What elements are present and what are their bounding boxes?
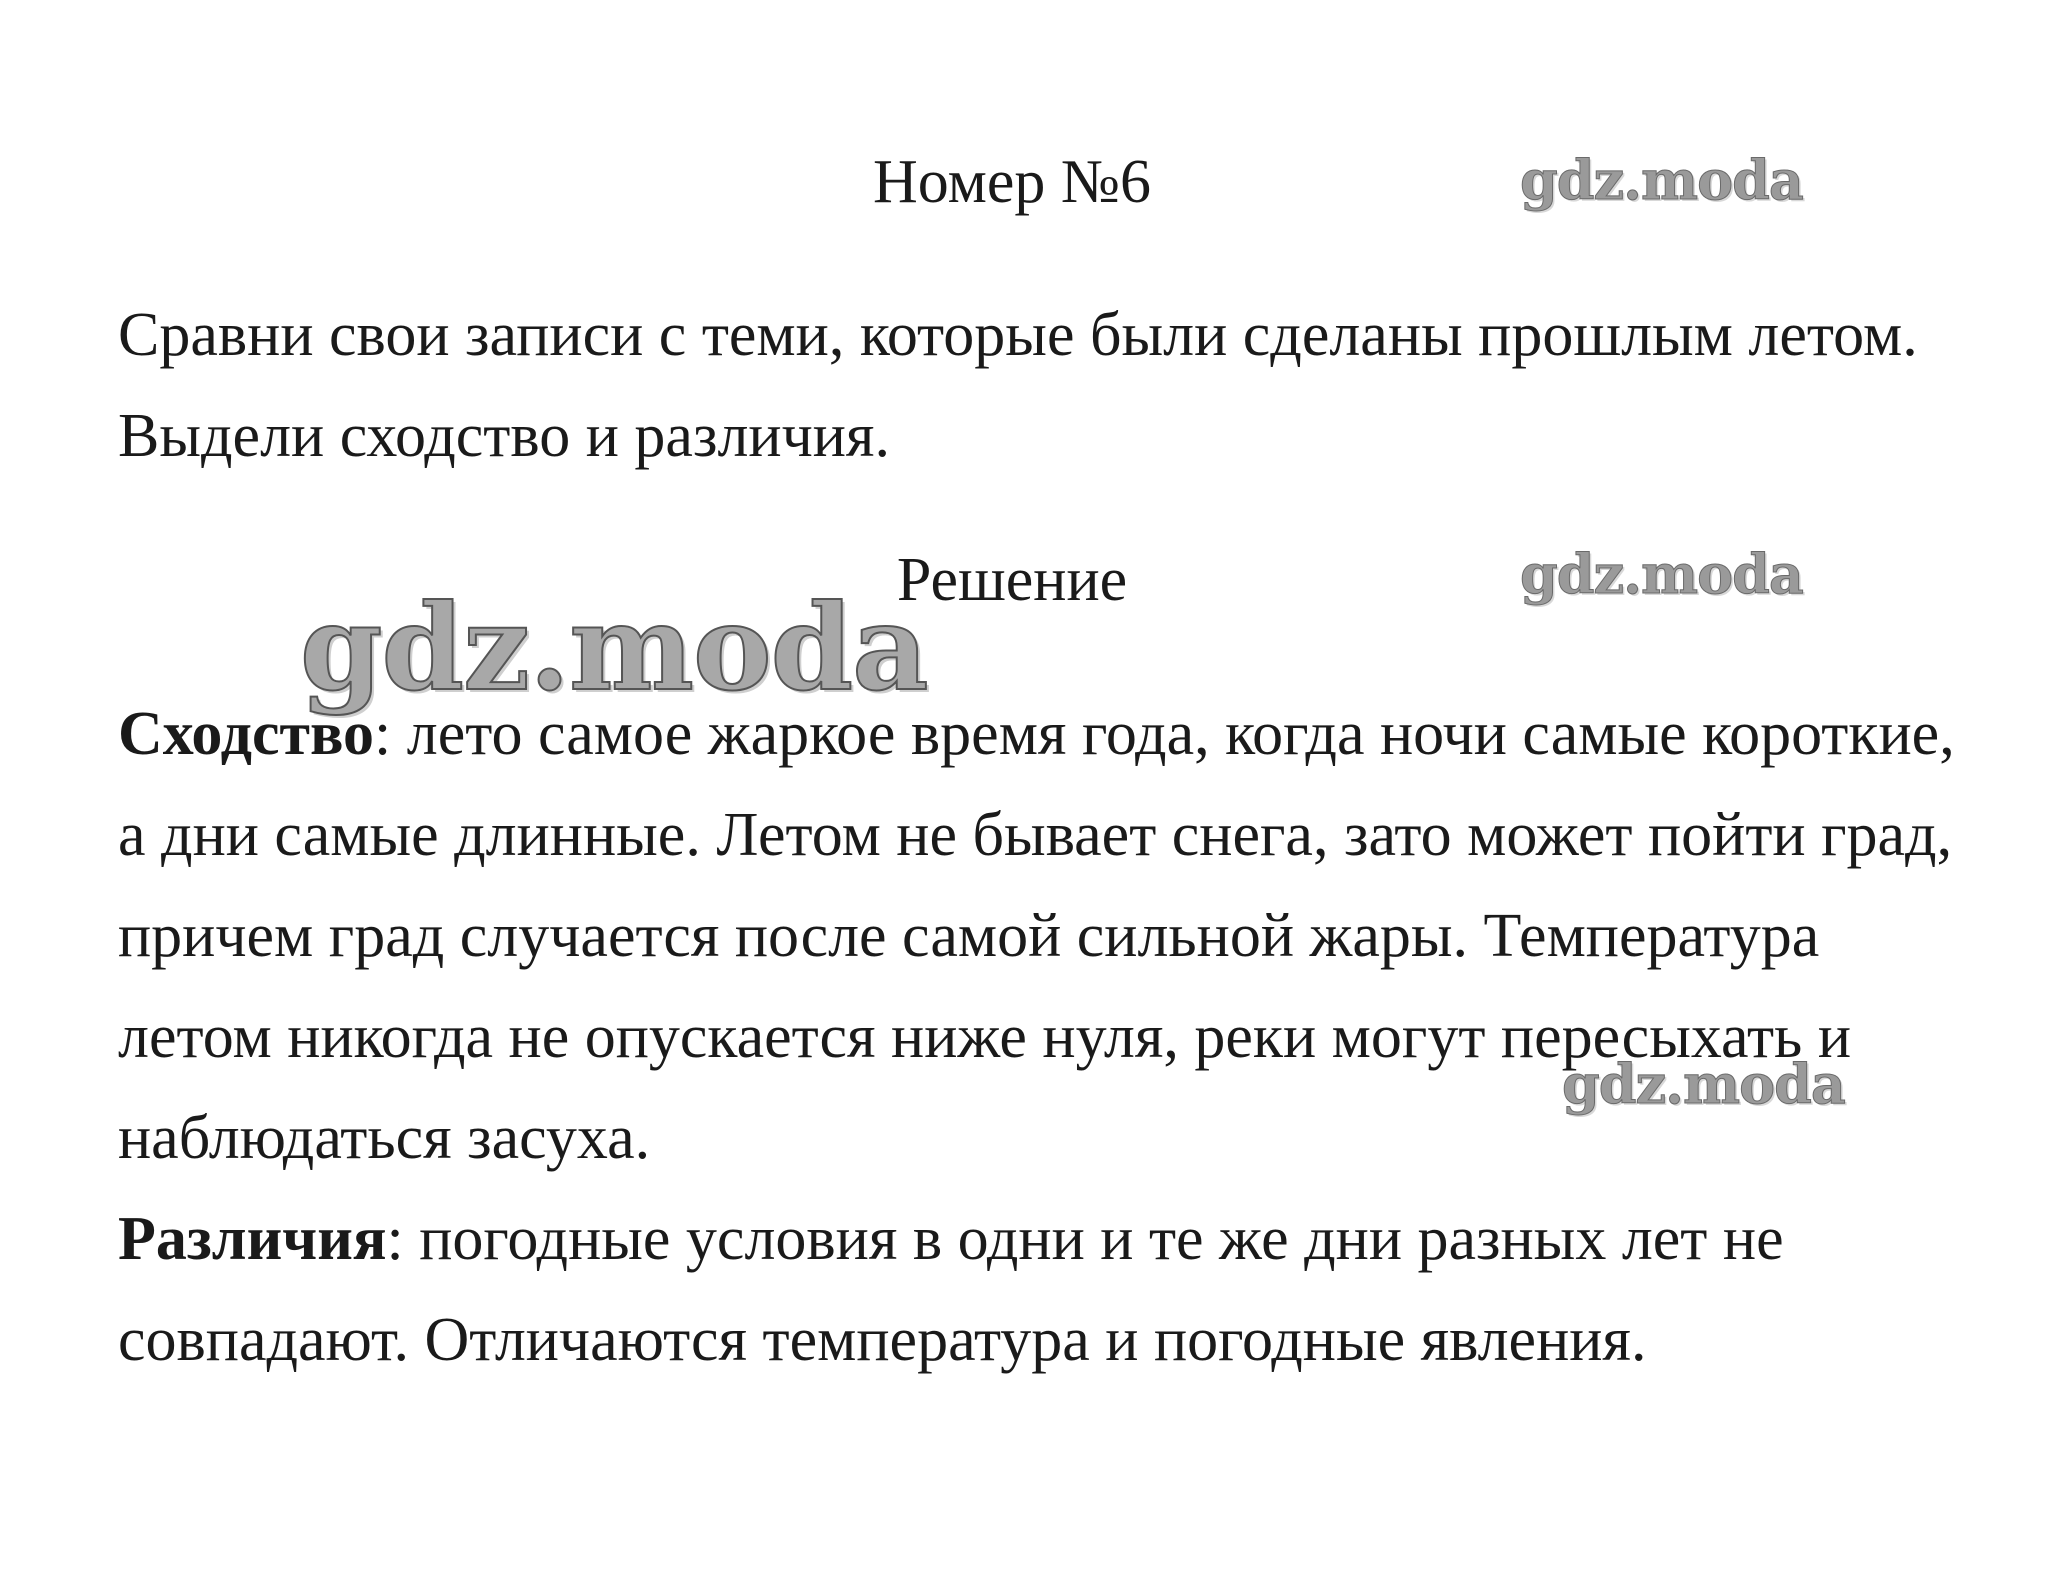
answer-body: [118, 684, 1978, 1391]
watermark-logo: gdz.moda: [1562, 1052, 1845, 1116]
watermark-logo: gdz.moda: [1520, 148, 1803, 212]
similarity-text: : лето самое жаркое время года, когда ночи самые короткие, а дни самые длинные. Летом не бывает снега, зато может пойти град, причем град случается после самой сильной жары. Температура летом никогда не опускается ниже нуля, реки могут пересыхать и наблюдаться засуха.: [118, 700, 1955, 1172]
task-text: Сравни свои записи с теми, которые были сделаны прошлым летом. Выдели сходство и различия.: [118, 301, 1918, 470]
difference-text: : погодные условия в одни и те же дни разных лет не совпадают. Отличаются температура и погодные явления.: [118, 1205, 1784, 1374]
difference-label: Различия: [118, 1205, 387, 1273]
exercise-title: Номер №6: [872, 148, 1151, 216]
watermark-logo-large: gdz.moda: [300, 578, 928, 717]
difference-paragraph: [118, 1189, 1978, 1391]
watermark-logo: gdz.moda: [1520, 542, 1803, 606]
similarity-label: Сходство: [118, 700, 375, 768]
solution-heading: Решение: [896, 546, 1128, 614]
